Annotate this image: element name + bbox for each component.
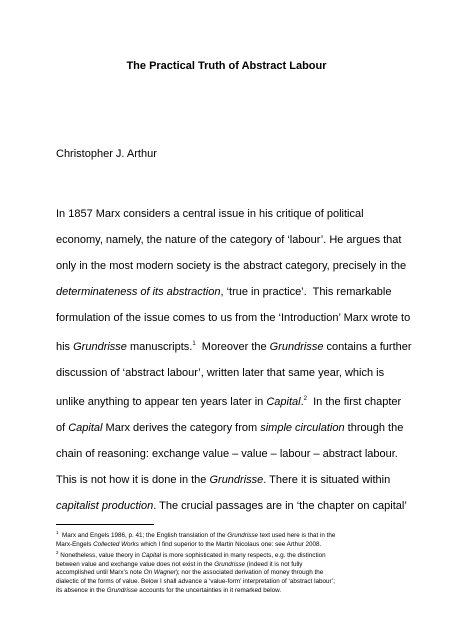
- text-run: of: [56, 422, 69, 434]
- footnote-line: [56, 569, 406, 578]
- footnote-text: between value and exchange value does not exist in the: [56, 560, 215, 568]
- footnote-line: [56, 529, 406, 541]
- body-line: [56, 305, 411, 331]
- body-line: [56, 279, 400, 305]
- footnote-line: [56, 587, 406, 596]
- footnote-separator: [56, 524, 154, 525]
- text-run: discussion of ‘abstract labour’, written later that same year, which is: [56, 367, 385, 379]
- text-run: formulation of the issue comes to us from the ‘Introduction’ Marx wrote to: [56, 312, 411, 324]
- body-line: [56, 331, 412, 360]
- footnote-text: Grundrisse: [214, 560, 246, 568]
- text-run: unlike anything to appear ten years later in: [56, 396, 267, 408]
- body-line: [56, 415, 404, 441]
- text-run: Grundrisse: [269, 341, 324, 353]
- body-line: [56, 253, 407, 279]
- text-run: . The crucial passages are in ‘the chapter on capital’: [153, 500, 407, 512]
- body-line: [56, 493, 407, 519]
- footnote-text: ); nor the associated derivation of money through the: [175, 569, 324, 577]
- footnote-line: [56, 549, 406, 561]
- body-paragraph: [56, 201, 412, 519]
- text-run: .: [300, 396, 304, 408]
- footnote-text: text used here is that in the: [258, 532, 336, 539]
- text-run: Grundrisse: [73, 341, 127, 353]
- body-line: [56, 467, 400, 493]
- footnote-line: [56, 561, 406, 570]
- footnote-text: Grundrisse: [227, 532, 259, 539]
- text-run: This is not how it is done in the: [56, 474, 210, 486]
- footnote-text: Marx-Engels: [56, 540, 94, 548]
- footnote-line: [56, 541, 406, 550]
- footnotes: [56, 529, 406, 595]
- text-run: his: [56, 341, 74, 353]
- body-line: [56, 201, 400, 227]
- footnote-text: Grundrisse: [106, 586, 138, 594]
- body-line: [56, 386, 400, 415]
- text-run: manuscripts.: [126, 341, 193, 353]
- text-run: Capital: [266, 396, 301, 408]
- text-run: capitalist production: [56, 500, 154, 512]
- text-run: chain of reasoning: exchange value – value – labour – abstract labour.: [56, 448, 398, 460]
- text-run: only in the most modern society is the abstract category, precisely in the: [56, 260, 407, 272]
- body-line: [56, 360, 400, 386]
- text-run: , ‘true in practice’. This remarkable: [220, 286, 392, 298]
- footnote-text: Marx and Engels 1986, p. 41; the English translation of the: [58, 532, 228, 539]
- footnote-text: Collected Works: [93, 540, 139, 548]
- text-run: In the first chapter: [307, 396, 402, 408]
- text-run: In 1857 Marx considers a central issue in his critique of political: [56, 208, 364, 220]
- body-line: [56, 227, 400, 253]
- footnote-text: (indeed it is not fully: [245, 560, 303, 568]
- text-run: determinateness of its abstraction: [56, 286, 221, 298]
- footnote-text: its absence in the: [56, 586, 107, 594]
- text-run: through the: [344, 422, 404, 434]
- text-run: Moreover the: [195, 341, 270, 353]
- footnote-text: Capital: [141, 552, 162, 560]
- footnote-text: is more sophisticated in many respects, e.g. the distinction: [161, 552, 326, 560]
- body-line: [56, 441, 400, 467]
- footnote-text: accomplished until Marx’s note: [56, 569, 144, 577]
- footnote-text: Nonetheless, value theory in: [58, 552, 142, 560]
- footnote-text: dialectic of the forms of value. Below I shall advance a ‘value-form’ interpretation of ‘abstract labour’;: [56, 577, 335, 585]
- text-run: Grundrisse: [209, 474, 264, 486]
- text-run: . There it is situated within: [263, 474, 391, 486]
- text-run: Marx derives the category from: [102, 422, 261, 434]
- text-run: economy, namely, the nature of the category of ‘labour’. He argues that: [56, 234, 402, 246]
- text-run: contains a further: [323, 341, 412, 353]
- footnote-text: On Wagner: [143, 569, 176, 577]
- footnote-marker: 1: [56, 530, 59, 535]
- text-run: Capital: [68, 422, 103, 434]
- page-title: The Practical Truth of Abstract Labour: [126, 60, 327, 72]
- footnote-marker: 2: [56, 550, 59, 556]
- footnote-line: [56, 578, 406, 587]
- author-name: Christopher J. Arthur: [56, 148, 157, 160]
- footnote-marker: 1: [192, 341, 196, 347]
- text-run: simple circulation: [260, 422, 345, 434]
- footnote-marker: 2: [303, 396, 308, 402]
- footnote-text: accounts for the uncertainties in it remarked below.: [137, 586, 282, 594]
- footnote-text: which I find superior to the Martin Nicolaus one: see Arthur 2008.: [138, 540, 322, 548]
